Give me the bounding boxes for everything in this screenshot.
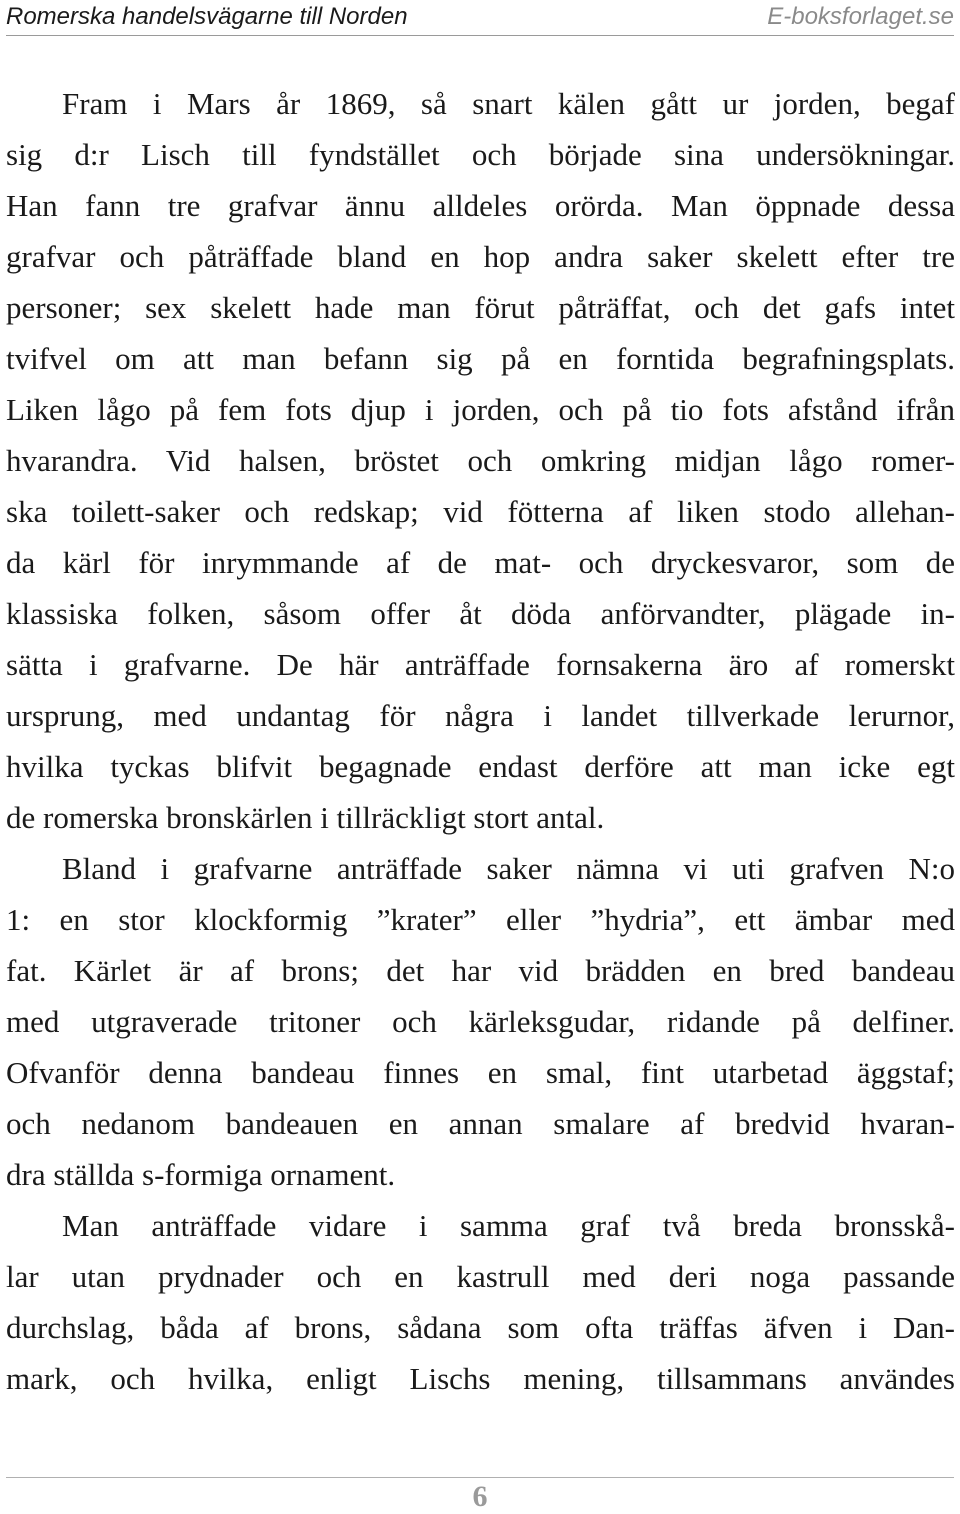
text-line: sig d:r Lisch till fyndstället och började sina undersökningar. bbox=[6, 137, 955, 172]
text-line: lar utan prydnader och en kastrull med deri noga passande bbox=[6, 1259, 955, 1294]
footer-divider bbox=[6, 1477, 954, 1478]
running-header bbox=[6, 0, 954, 34]
page-body bbox=[6, 78, 955, 1404]
book-title: Romerska handelsvägarne till Norden bbox=[6, 3, 408, 30]
text-line: personer; sex skelett hade man förut påträffat, och det gafs intet bbox=[6, 290, 955, 325]
text-line: Ofvanför denna bandeau finnes en smal, fint utarbetad äggstaf; bbox=[6, 1055, 955, 1090]
text-line: med utgraverade tritoner och kärleksgudar, ridande på delfiner. bbox=[6, 1004, 955, 1039]
body-paragraph bbox=[6, 1200, 955, 1404]
text-line: sätta i grafvarne. De här anträffade fornsakerna äro af romerskt bbox=[6, 647, 955, 682]
body-paragraph bbox=[6, 843, 955, 1200]
text-line: Han fann tre grafvar ännu alldeles orörda. Man öppnade dessa bbox=[6, 188, 955, 223]
text-line: durchslag, båda af brons, sådana som ofta träffas äfven i Dan- bbox=[6, 1310, 955, 1345]
text-line: ska toilett-saker och redskap; vid fötterna af liken stodo allehan- bbox=[6, 494, 955, 529]
text-line: 1: en stor klockformig ”krater” eller ”hydria”, ett ämbar med bbox=[6, 902, 955, 937]
header-divider bbox=[6, 35, 954, 36]
text-line: hvarandra. Vid halsen, bröstet och omkring midjan lågo romer- bbox=[6, 443, 955, 478]
text-line: och nedanom bandeauen en annan smalare af bredvid hvaran- bbox=[6, 1106, 955, 1141]
text-line: grafvar och påträffade bland en hop andra saker skelett efter tre bbox=[6, 239, 955, 274]
text-line: hvilka tyckas blifvit begagnade endast derföre att man icke egt bbox=[6, 749, 955, 784]
text-line: klassiska folken, såsom offer åt döda anförvandter, plägade in- bbox=[6, 596, 955, 631]
text-line: mark, och hvilka, enligt Lischs mening, tillsammans användes bbox=[6, 1361, 955, 1396]
text-line: fat. Kärlet är af brons; det har vid brädden en bred bandeau bbox=[6, 953, 955, 988]
text-line: Bland i grafvarne anträffade saker nämna vi uti grafven N:o bbox=[62, 851, 955, 886]
text-line: Man anträffade vidare i samma graf två breda bronsskå- bbox=[62, 1208, 955, 1243]
text-line: Liken lågo på fem fots djup i jorden, och på tio fots afstånd ifrån bbox=[6, 392, 955, 427]
page-number: 6 bbox=[472, 1480, 488, 1513]
text-line: da kärl för inrymmande af de mat- och dryckesvaror, som de bbox=[6, 545, 955, 580]
text-line: ursprung, med undantag för några i landet tillverkade lerurnor, bbox=[6, 698, 955, 733]
text-line: dra ställda s-formiga ornament. bbox=[6, 1157, 396, 1192]
body-paragraph bbox=[6, 78, 955, 843]
publisher-site: E-boksforlaget.se bbox=[767, 3, 954, 30]
text-line: tvifvel om att man befann sig på en forntida begrafningsplats. bbox=[6, 341, 955, 376]
text-line: Fram i Mars år 1869, så snart kälen gått ur jorden, begaf bbox=[62, 86, 955, 121]
text-line: de romerska bronskärlen i tillräckligt stort antal. bbox=[6, 800, 605, 835]
